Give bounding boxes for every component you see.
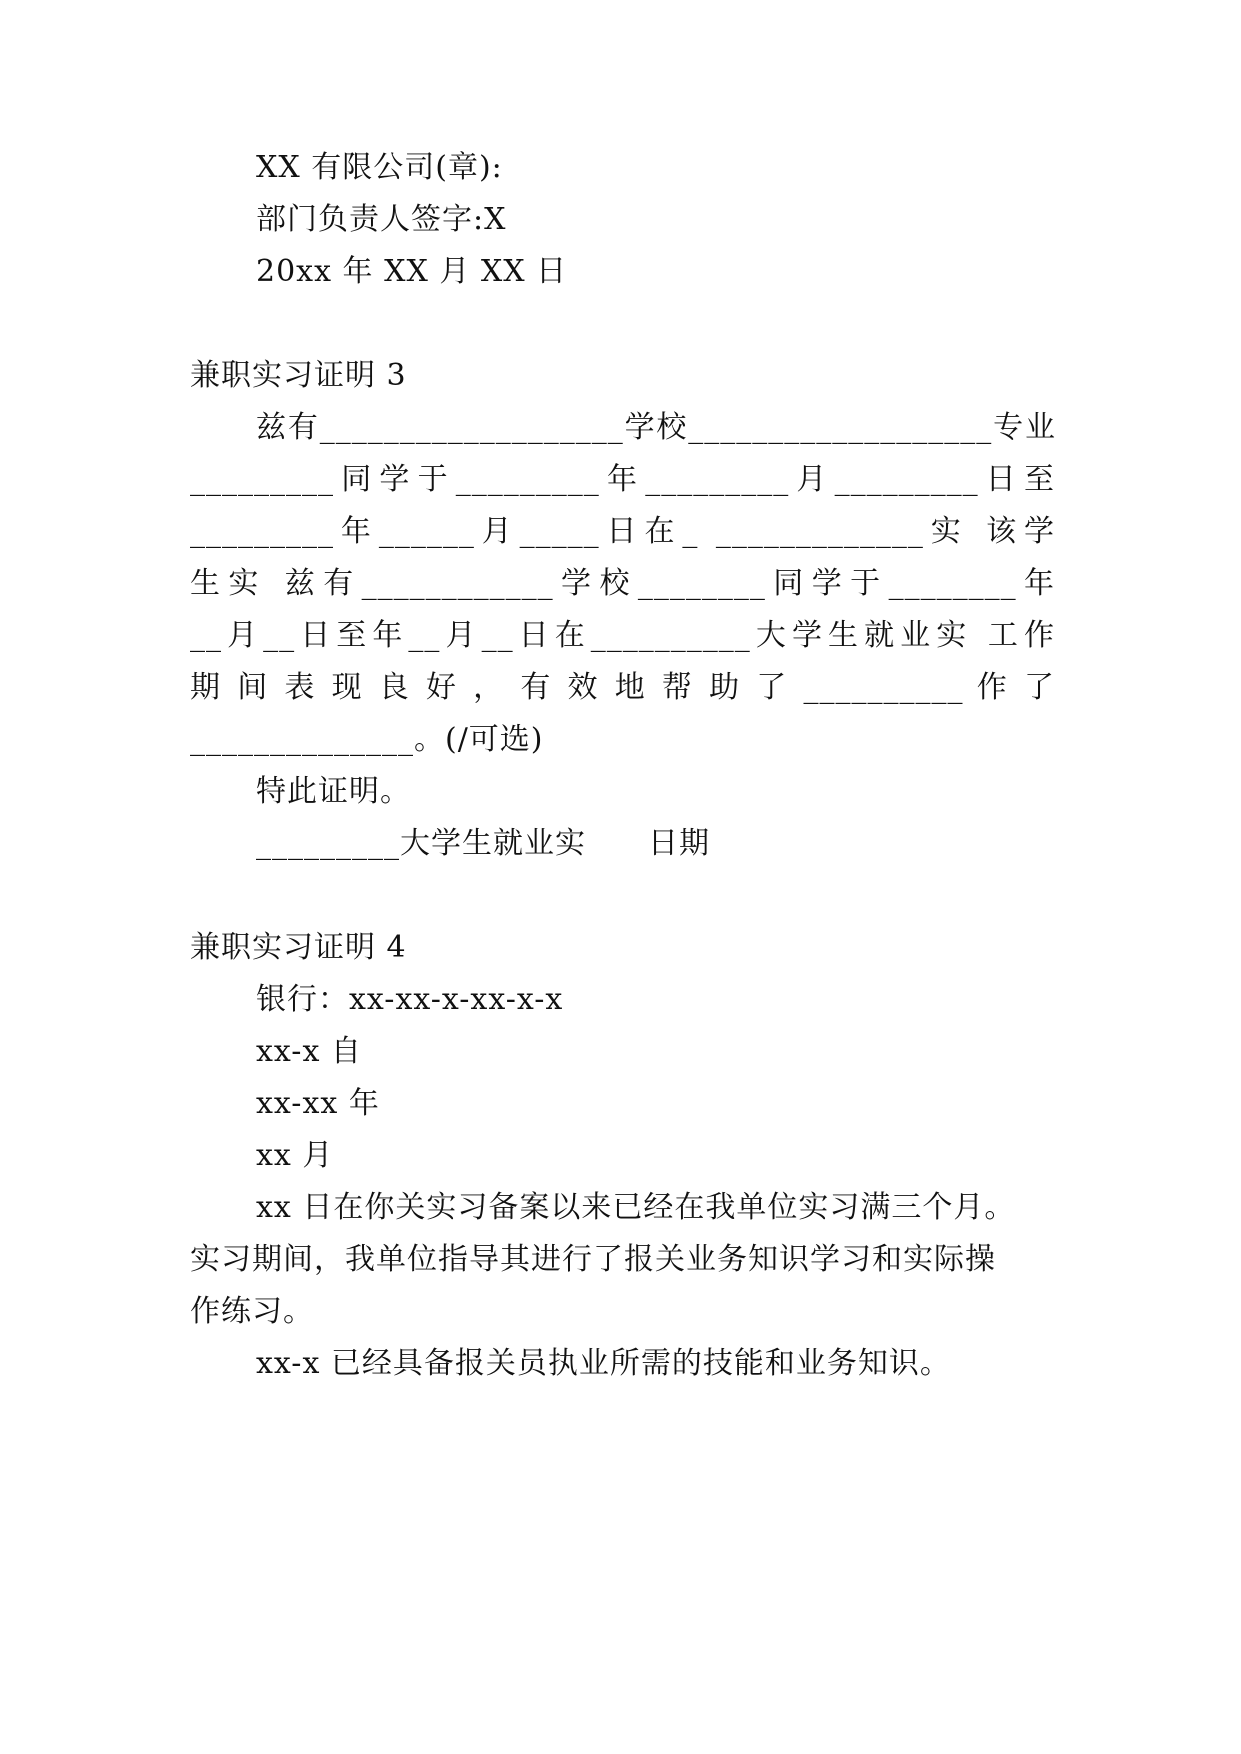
section-4-paragraph-3: 作练习。 <box>190 1294 314 1329</box>
section-3-line-3: _________年______月_____日在_ _____________实 该学 <box>190 514 1055 549</box>
date-line: 20xx 年 XX 月 XX 日 <box>256 254 568 289</box>
section-3-signoff: _________大学生就业实 日期 <box>256 826 710 861</box>
section-4-heading: 兼职实习证明 4 <box>190 930 407 965</box>
section-4-line-a: xx-x 自 <box>256 1034 362 1069</box>
section-4-paragraph-2: 实习期间，我单位指导其进行了报关业务知识学习和实际操 <box>190 1242 996 1277</box>
section-4-paragraph-1: xx 日在你关实习备案以来已经在我单位实习满三个月。 <box>256 1190 1016 1225</box>
section-3-line-4: 生实 兹有____________学校________同学于________年 <box>190 566 1055 601</box>
section-4-line-b: xx-xx 年 <box>256 1086 380 1121</box>
section-3-line-5: __月__日至年__月__日在__________大学生就业实 工作 <box>190 618 1055 653</box>
section-3-line-1: 兹有___________________学校___________________专业 <box>256 410 1056 445</box>
section-3-closing: 特此证明。 <box>256 774 411 809</box>
section-4-paragraph-4: xx-x 已经具备报关员执业所需的技能和业务知识。 <box>256 1346 951 1381</box>
company-seal-line: XX 有限公司(章): <box>256 150 503 185</box>
section-3-heading: 兼职实习证明 3 <box>190 358 407 393</box>
signature-line: 部门负责人签字:X <box>256 202 507 237</box>
section-3-line-6: 期 间 表 现 良 好 ， 有 效 地 帮 助 了 __________ 作 了 <box>190 670 1055 705</box>
section-3-line-2: _________同学于_________年_________月_________日至 <box>190 462 1055 497</box>
section-4-line-c: xx 月 <box>256 1138 334 1173</box>
bank-line: 银行：xx-xx-x-xx-x-x <box>256 982 564 1017</box>
section-3-line-7: ______________。(/可选) <box>190 722 544 757</box>
